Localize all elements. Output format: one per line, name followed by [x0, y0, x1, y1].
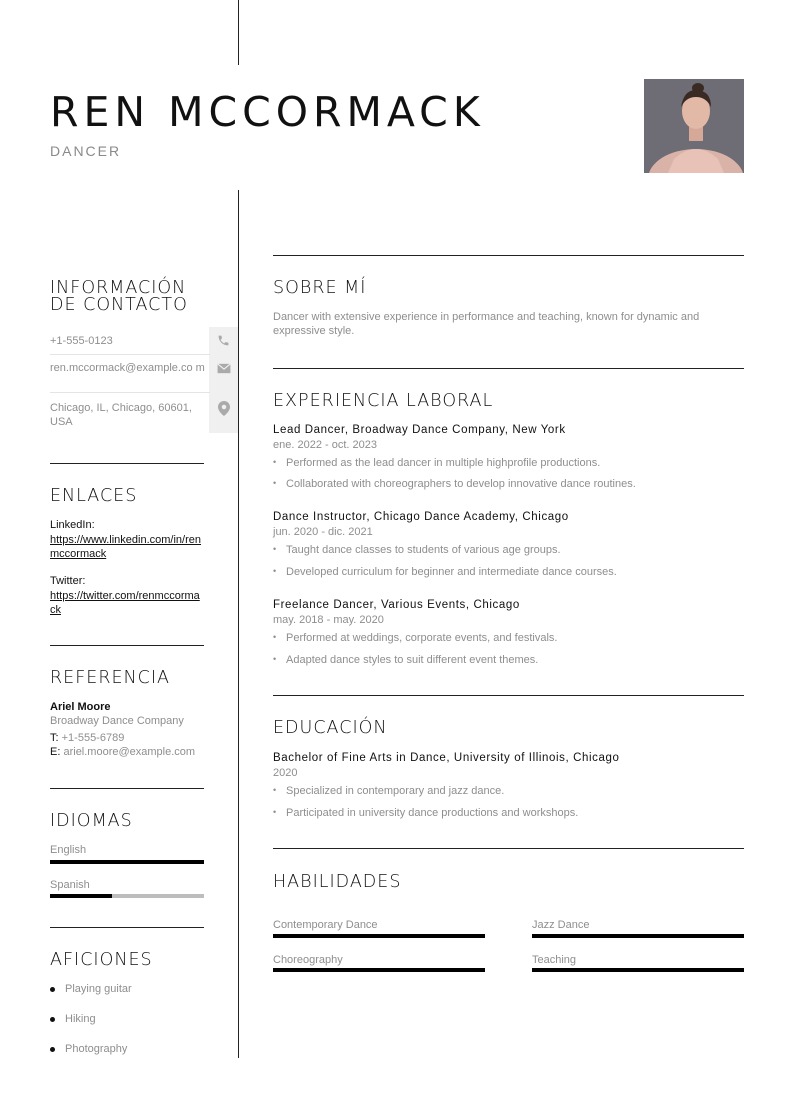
about-text: Dancer with extensive experience in performance and teaching, known for dynamic and expressive style. — [273, 311, 700, 337]
hobby-label: Playing guitar — [65, 983, 132, 995]
hobby-label: Hiking — [65, 1013, 96, 1025]
hobbies-heading: AFICIONES — [50, 950, 153, 970]
candidate-name: REN MCCORMACK — [50, 88, 485, 136]
skill-level-bar — [532, 934, 744, 938]
skill-level-fill — [532, 968, 744, 972]
linkedin-label: LinkedIn: — [50, 519, 95, 531]
reference-phone: +1-555-6789 — [61, 732, 125, 744]
job-bullet-text: Developed curriculum for beginner and intermediate dance courses. — [286, 566, 617, 578]
bullet-dot-icon — [50, 987, 55, 992]
language-level-bar — [50, 860, 204, 864]
job-bullet-text: Taught dance classes to students of various age groups. — [286, 544, 561, 556]
section-divider — [273, 848, 744, 849]
bullet-dot-icon — [50, 1017, 55, 1022]
job-title: Lead Dancer, Broadway Dance Company, New York — [273, 424, 566, 436]
section-divider — [50, 463, 204, 464]
skill-name: Teaching — [532, 954, 577, 966]
reference-email-label: E: — [50, 746, 61, 758]
section-divider — [50, 645, 204, 646]
job-bullet: • Adapted dance styles to suit different event themes. — [273, 654, 539, 666]
education-bullet: • Specialized in contemporary and jazz dance. — [273, 785, 505, 797]
hobby-label: Photography — [65, 1043, 128, 1055]
location-pin-icon — [209, 394, 238, 422]
links-heading: ENLACES — [50, 486, 138, 506]
skill-level-fill — [273, 934, 485, 938]
language-level-fill — [50, 860, 204, 864]
hobby-item — [50, 1043, 127, 1055]
twitter-label: Twitter: — [50, 575, 86, 587]
section-divider — [50, 788, 204, 789]
education-year: 2020 — [273, 767, 298, 779]
job-title: Dance Instructor, Chicago Dance Academy, Chicago — [273, 511, 569, 523]
skill-name: Jazz Dance — [532, 919, 590, 931]
education-bullet-text: Participated in university dance productions and workshops. — [286, 807, 579, 819]
skill-name: Choreography — [273, 954, 343, 966]
skill-level-bar — [532, 968, 744, 972]
contact-heading-line1: INFORMACIÓN — [50, 278, 187, 298]
job-bullet: • Performed at weddings, corporate events, and festivals. — [273, 632, 558, 644]
experience-heading: EXPERIENCIA LABORAL — [273, 391, 494, 411]
section-divider — [273, 368, 744, 369]
education-bullet: • Participated in university dance productions and workshops. — [273, 807, 579, 819]
about-heading: SOBRE MÍ — [273, 278, 367, 298]
twitter-link[interactable]: https://twitter.com/renmccormack — [50, 590, 200, 616]
column-divider-line — [238, 190, 239, 1058]
skill-level-bar — [273, 968, 485, 972]
bullet-dot-icon — [50, 1047, 55, 1052]
job-dates: jun. 2020 - dic. 2021 — [273, 526, 373, 538]
phone-icon — [209, 327, 238, 354]
job-dates: ene. 2022 - oct. 2023 — [273, 439, 377, 451]
reference-phone-row — [50, 732, 124, 744]
contact-separator — [50, 392, 210, 393]
section-divider — [273, 695, 744, 696]
reference-phone-label: T: — [50, 732, 59, 744]
job-dates: may. 2018 - may. 2020 — [273, 614, 384, 626]
languages-heading: IDIOMAS — [50, 811, 133, 831]
reference-email: ariel.moore@example.com — [63, 746, 196, 758]
contact-heading-line2: DE CONTACTO — [50, 295, 188, 315]
contact-separator — [50, 354, 210, 355]
linkedin-link[interactable]: https://www.linkedin.com/in/renmccormack — [50, 534, 202, 560]
reference-heading: REFERENCIA — [50, 668, 170, 688]
job-bullet: • Developed curriculum for beginner and intermediate dance courses. — [273, 566, 617, 578]
job-bullet-text: Performed as the lead dancer in multiple highprofile productions. — [286, 457, 601, 469]
candidate-title: DANCER — [50, 143, 122, 159]
job-title: Freelance Dancer, Various Events, Chicago — [273, 599, 520, 611]
education-heading: EDUCACIÓN — [273, 718, 388, 738]
language-name: Spanish — [50, 879, 90, 891]
section-divider — [50, 927, 204, 928]
language-level-bar — [50, 894, 204, 898]
job-bullet-text: Adapted dance styles to suit different event themes. — [286, 654, 539, 666]
job-bullet: • Taught dance classes to students of various age groups. — [273, 544, 561, 556]
skills-heading: HABILIDADES — [273, 872, 402, 892]
top-divider-line — [238, 0, 239, 65]
skill-level-fill — [273, 968, 485, 972]
language-level-fill — [50, 894, 112, 898]
skill-name: Contemporary Dance — [273, 919, 378, 931]
job-bullet-text: Collaborated with choreographers to develop innovative dance routines. — [286, 478, 636, 490]
skill-level-fill — [532, 934, 744, 938]
contact-address: Chicago, IL, Chicago, 60601, USA — [50, 402, 192, 428]
mail-icon — [209, 355, 238, 382]
education-bullet-text: Specialized in contemporary and jazz dance. — [286, 785, 505, 797]
education-title: Bachelor of Fine Arts in Dance, University of Illinois, Chicago — [273, 752, 620, 764]
contact-email: ren.mccormack@example.co m — [50, 362, 205, 374]
section-divider — [273, 255, 744, 256]
job-bullet-text: Performed at weddings, corporate events, and festivals. — [286, 632, 558, 644]
hobby-item — [50, 983, 132, 995]
job-bullet: • Performed as the lead dancer in multiple highprofile productions. — [273, 457, 601, 469]
contact-heading — [50, 280, 188, 314]
skill-level-bar — [273, 934, 485, 938]
reference-email-row — [50, 746, 195, 758]
job-bullet: • Collaborated with choreographers to develop innovative dance routines. — [273, 478, 636, 490]
reference-company: Broadway Dance Company — [50, 715, 184, 727]
profile-photo — [644, 79, 744, 173]
contact-phone: +1-555-0123 — [50, 335, 113, 347]
reference-name: Ariel Moore — [50, 701, 111, 713]
hobby-item — [50, 1013, 96, 1025]
language-name: English — [50, 844, 87, 856]
